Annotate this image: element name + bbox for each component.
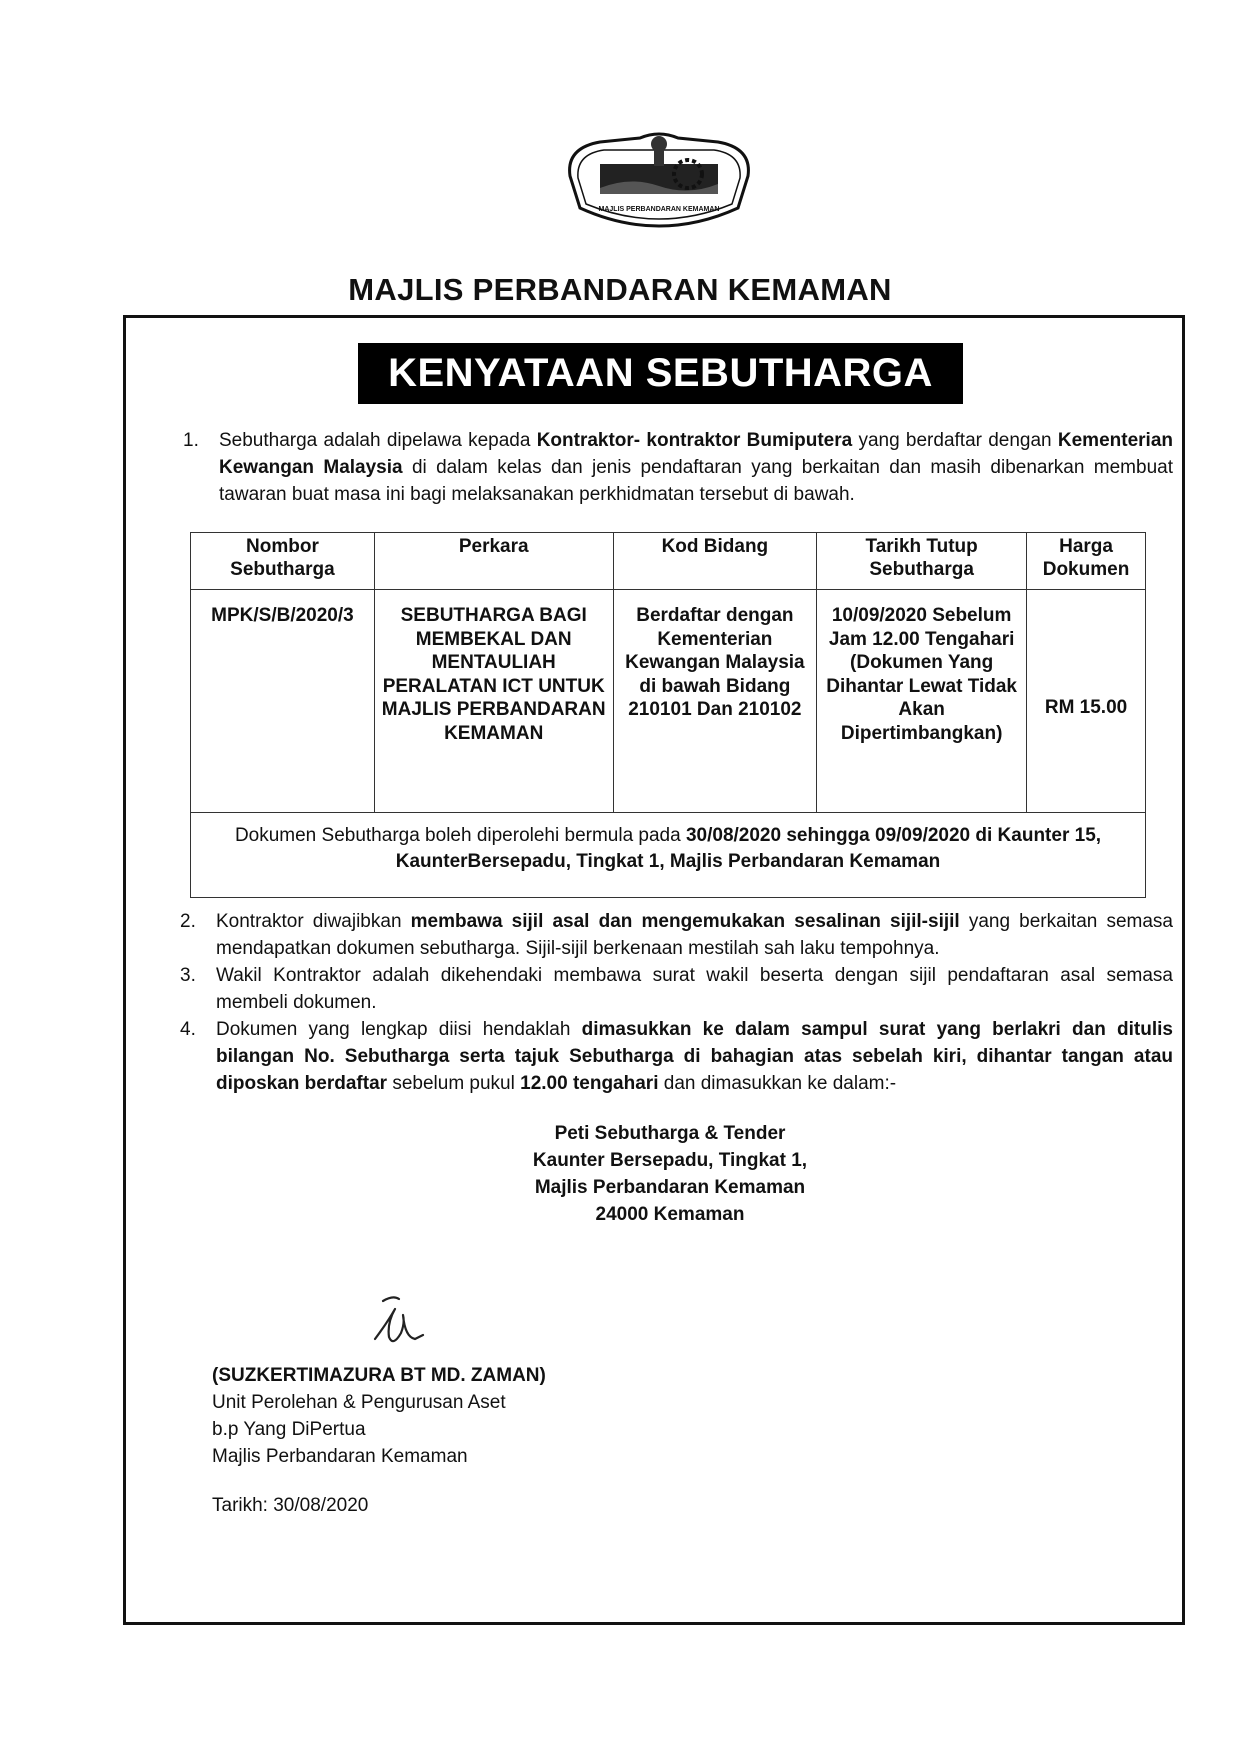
document-date: Tarikh: 30/08/2020: [212, 1495, 369, 1516]
header-tarikh-tutup: Tarikh Tutup Sebutharga: [817, 533, 1027, 590]
cell-note: Dokumen Sebutharga boleh diperolehi bermula pada 30/08/2020 sehingga 09/09/2020 di Kaunter 15, KaunterBersepadu, Tingkat 1, Majlis Perbandaran Kemaman: [191, 813, 1146, 898]
signatory-block: [212, 1362, 546, 1470]
para4-text: Dokumen yang lengkap diisi hendaklah dimasukkan ke dalam sampul surat yang berlakri dan ditulis bilangan No. Sebutharga serta tajuk Sebutharga di bahagian atas sebelah kiri, dihantar tangan atau diposkan berdaftar sebelum pukul 12.00 tengahari dan dimasukkan ke dalam:-: [216, 1019, 1173, 1094]
handwritten-signature: [365, 1293, 435, 1351]
table-row: [191, 590, 1146, 813]
signatory-on-behalf: b.p Yang DiPertua: [212, 1419, 366, 1440]
para2-number: 2.: [180, 911, 196, 932]
cell-kod-bidang: Berdaftar dengan Kementerian Kewangan Malaysia di bawah Bidang 210101 Dan 210102: [613, 590, 817, 813]
cell-tarikh-tutup: 10/09/2020 Sebelum Jam 12.00 Tengahari (Dokumen Yang Dihantar Lewat Tidak Akan Dipertimbangkan): [817, 590, 1027, 813]
para3-number: 3.: [180, 965, 196, 986]
header-harga: Harga Dokumen: [1027, 533, 1146, 590]
para1-text: Sebutharga adalah dipelawa kepada Kontraktor- kontraktor Bumiputera yang berdaftar dengan Kementerian Kewangan Malaysia di dalam kelas dan jenis pendaftaran yang berkaitan dan masih dibenarkan membuat tawaran buat masa ini bagi melaksanakan perkhidmatan tersebut di bawah.: [219, 430, 1173, 505]
header-nombor: Nombor Sebutharga: [191, 533, 375, 590]
signatory-name: (SUZKERTIMAZURA BT MD. ZAMAN): [212, 1365, 546, 1386]
table-note-row: [191, 813, 1146, 898]
header-perkara: Perkara: [374, 533, 613, 590]
cell-perkara: SEBUTHARGA BAGI MEMBEKAL DAN MENTAULIAH PERALATAN ICT UNTUK MAJLIS PERBANDARAN KEMAMAN: [374, 590, 613, 813]
address-line: Peti Sebutharga & Tender: [554, 1123, 786, 1144]
table-header-row: [191, 533, 1146, 590]
cell-harga: RM 15.00: [1027, 590, 1146, 813]
majlis-perbandaran-kemaman-logo: [560, 128, 758, 234]
para3-text: Wakil Kontraktor adalah dikehendaki membawa surat wakil beserta dengan sijil pendaftaran asal semasa membeli dokumen.: [216, 965, 1173, 1013]
organization-title: MAJLIS PERBANDARAN KEMAMAN: [348, 272, 892, 307]
para4-number: 4.: [180, 1019, 196, 1040]
notice-banner: KENYATAAN SEBUTHARGA: [358, 343, 963, 404]
signatory-org: Majlis Perbandaran Kemaman: [212, 1446, 468, 1467]
para2-text: Kontraktor diwajibkan membawa sijil asal dan mengemukakan sesalinan sijil-sijil yang berkaitan semasa mendapatkan dokumen sebutharga. Sijil-sijil berkenaan mestilah sah laku tempohnya.: [216, 911, 1173, 959]
logo-lettering: MAJLIS PERBANDARAN KEMAMAN: [598, 206, 720, 213]
signatory-unit: Unit Perolehan & Pengurusan Aset: [212, 1392, 506, 1413]
header-kod-bidang: Kod Bidang: [613, 533, 817, 590]
para1-number: 1.: [183, 430, 199, 451]
cell-nombor: MPK/S/B/2020/3: [191, 590, 375, 813]
tender-table: [190, 532, 1146, 898]
address-line: Majlis Perbandaran Kemaman: [534, 1177, 806, 1198]
submission-address: [520, 1120, 820, 1228]
address-line: 24000 Kemaman: [595, 1204, 745, 1225]
address-line: Kaunter Bersepadu, Tingkat 1,: [532, 1150, 808, 1171]
